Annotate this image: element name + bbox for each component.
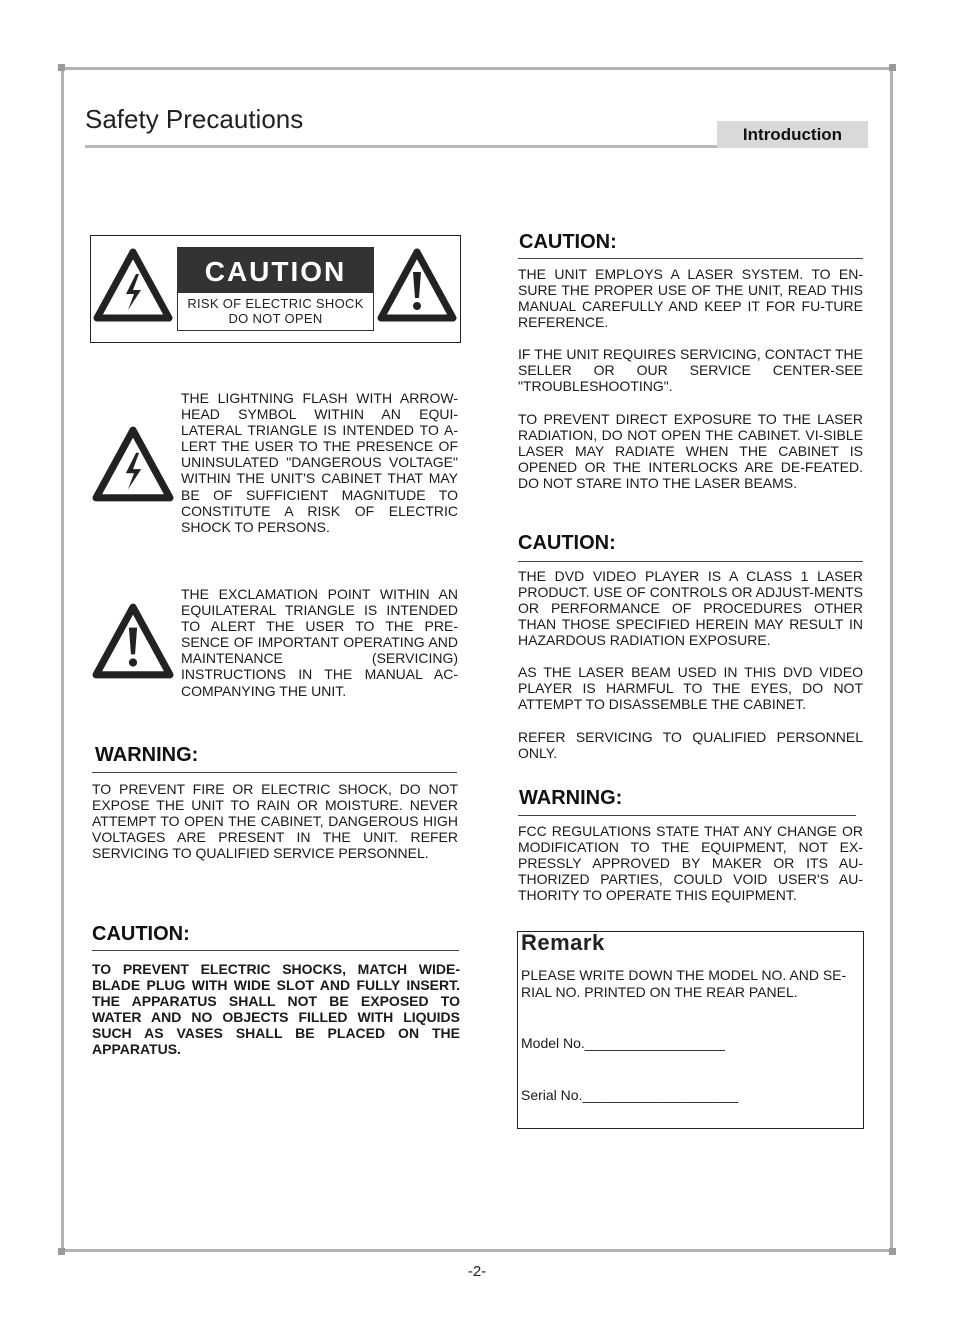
right-caution1-rule (518, 258, 863, 259)
right-warning-rule (518, 815, 856, 816)
left-caution-heading: CAUTION: (92, 923, 190, 945)
remark-text: PLEASE WRITE DOWN THE MODEL NO. AND SE-RIAL NO. PRINTED ON THE REAR PANEL. (521, 967, 847, 1000)
lightning-triangle-icon (92, 426, 174, 502)
right-caution2-p3: REFER SERVICING TO QUALIFIED PERSONNEL ONLY. (518, 729, 863, 762)
right-warning-text: FCC REGULATIONS STATE THAT ANY CHANGE OR MODIFICATION TO THE EQUIPMENT, NOT EX-PRESSLY APPROVED BY MAKER OR ITS AU-THORIZED PARTIES, COULD VOID USER'S AU-THORITY TO OPERATE THIS EQUIPMENT. (518, 823, 863, 904)
section-tab-introduction: Introduction (717, 121, 868, 148)
remark-title: Remark (521, 930, 605, 955)
exclamation-triangle-icon (92, 603, 174, 679)
left-warning-heading: WARNING: (95, 744, 199, 766)
page-number: -2- (467, 1263, 487, 1280)
exclamation-explanation: THE EXCLAMATION POINT WITHIN AN EQUILATERAL TRIANGLE IS INTENDED TO ALERT THE USER TO THE PRE-SENCE OF IMPORTANT OPERATING AND MAINTENANCE (SERVICING) INSTRUCTIONS IN THE MANUAL AC-COMPANYING THE UNIT. (181, 586, 458, 699)
right-warning-heading: WARNING: (519, 787, 623, 809)
left-caution-text: TO PREVENT ELECTRIC SHOCKS, MATCH WIDE-BLADE PLUG WITH WIDE SLOT AND FULLY INSERT. THE APPARATUS SHALL NOT BE EXPOSED TO WATER AND NO OBJECTS FILLED WITH LIQUIDS SUCH AS VASES SHALL BE PLACED ON THE APPARATUS. (92, 961, 460, 1058)
caution-sub-line2: DO NOT OPEN (228, 311, 323, 326)
page-title: Safety Precautions (85, 104, 304, 134)
right-caution1-heading: CAUTION: (519, 231, 617, 253)
caution-label (177, 247, 374, 331)
right-caution1-p2: IF THE UNIT REQUIRES SERVICING, CONTACT THE SELLER OR OUR SERVICE CENTER-SEE "TROUBLESHOOTING". (518, 346, 863, 395)
title-rule (85, 145, 717, 148)
frame-corner-tr (889, 64, 896, 71)
right-caution1-p3: TO PREVENT DIRECT EXPOSURE TO THE LASER RADIATION, DO NOT OPEN THE CABINET. VI-SIBLE LASER MAY RADIATE WHEN THE CABINET IS OPENED OR THE INTERLOCKS ARE DE-FEATED. DO NOT STARE INTO THE LASER BEAMS. (518, 411, 863, 492)
right-caution2-heading: CAUTION: (518, 532, 616, 554)
caution-sub-line1: RISK OF ELECTRIC SHOCK (187, 296, 364, 311)
model-number-field: Model No.__________________ (521, 1035, 725, 1051)
left-warning-text: TO PREVENT FIRE OR ELECTRIC SHOCK, DO NOT EXPOSE THE UNIT TO RAIN OR MOISTURE. NEVER ATTEMPT TO OPEN THE CABINET, DANGEROUS HIGH VOLTAGES ARE PRESENT IN THE UNIT. REFER SERVICING TO QUALIFIED SERVICE PERSONNEL. (92, 781, 458, 862)
frame-corner-br (889, 1248, 896, 1255)
frame-corner-bl (58, 1248, 65, 1255)
right-caution2-p2: AS THE LASER BEAM USED IN THIS DVD VIDEO PLAYER IS HARMFUL TO THE EYES, DO NOT ATTEMPT TO DISASSEMBLE THE CABINET. (518, 664, 863, 713)
serial-number-field: Serial No.____________________ (521, 1087, 739, 1103)
exclamation-triangle-icon (377, 248, 457, 322)
left-warning-rule (92, 772, 457, 773)
right-caution2-rule (518, 561, 863, 562)
left-caution-rule (92, 950, 459, 951)
caution-banner: CAUTION (178, 248, 373, 293)
frame-corner-tl (58, 64, 65, 71)
right-caution1-p1: THE UNIT EMPLOYS A LASER SYSTEM. TO EN-SURE THE PROPER USE OF THE UNIT, READ THIS MANUAL CAREFULLY AND KEEP IT FOR FU-TURE REFERENCE. (518, 266, 863, 331)
right-caution2-p1: THE DVD VIDEO PLAYER IS A CLASS 1 LASER PRODUCT. USE OF CONTROLS OR ADJUST-MENTS OR PERFORMANCE OF PROCEDURES OTHER THAN THOSE SPECIFIED HEREIN MAY RESULT IN HAZARDOUS RADIATION EXPOSURE. (518, 568, 863, 649)
lightning-explanation: THE LIGHTNING FLASH WITH ARROW-HEAD SYMBOL WITHIN AN EQUI-LATERAL TRIANGLE IS INTENDED TO A-LERT THE USER TO THE PRESENCE OF UNINSULATED "DANGEROUS VOLTAGE" WITHIN THE UNIT'S CABINET THAT MAY BE OF SUFFICIENT MAGNITUDE TO CONSTITUTE A RISK OF ELECTRIC SHOCK TO PERSONS. (181, 390, 458, 535)
lightning-triangle-icon (93, 248, 173, 322)
